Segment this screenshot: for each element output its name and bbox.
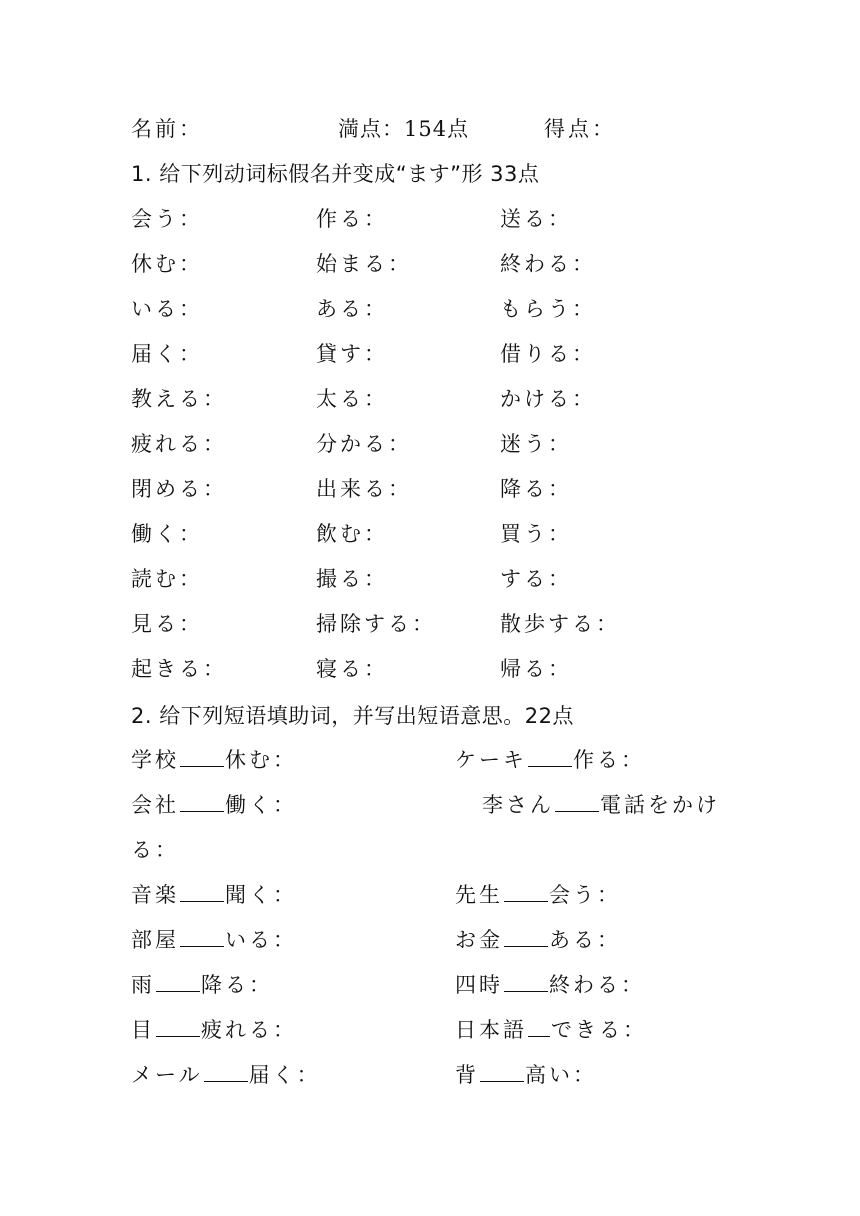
verb-item: もらう： (500, 297, 596, 321)
full-score: 満点：154点 (338, 117, 470, 141)
phrase-item: ケーキ 作る： (455, 748, 645, 772)
verb-item: 始まる： (316, 252, 412, 276)
verb-item: 作る： (316, 207, 388, 231)
phrase-item: 部屋 いる： (131, 928, 297, 952)
verb-item: ある： (316, 297, 388, 321)
verb-item: 太る： (316, 387, 388, 411)
verb-item: 寝る： (316, 657, 388, 681)
section2-title: 2. 给下列短语填助词，并写出短语意思。22点 (131, 704, 574, 728)
section1-title: 1. 给下列动词标假名并变成“ます”形 33点 (131, 162, 540, 186)
verb-item: 届く： (131, 342, 203, 366)
verb-item: 掃除する： (316, 612, 436, 636)
phrase-item: 先生 会う： (455, 883, 621, 907)
answer-blank[interactable] (180, 900, 224, 902)
verb-item: いる： (131, 297, 203, 321)
verb-item: 出来る： (316, 477, 412, 501)
verb-item: 閉める： (131, 477, 227, 501)
verb-item: 降る： (500, 477, 572, 501)
verb-item: 読む： (131, 567, 203, 591)
verb-item: 買う： (500, 522, 572, 546)
verb-item: 送る： (500, 207, 572, 231)
answer-blank[interactable] (504, 900, 548, 902)
phrase-item: 会社 働く： (131, 793, 297, 817)
verb-item: する： (500, 567, 572, 591)
verb-item: 働く： (131, 522, 203, 546)
verb-item: 帰る： (500, 657, 572, 681)
verb-item: かける： (500, 387, 596, 411)
phrase-item: 四時 終わる： (455, 973, 645, 997)
answer-blank[interactable] (480, 1080, 524, 1082)
phrase-item: 李さん 電話をかけ (482, 793, 720, 817)
answer-blank[interactable] (180, 765, 224, 767)
verb-item: 教える： (131, 387, 227, 411)
verb-item: 会う： (131, 207, 203, 231)
answer-blank[interactable] (156, 990, 200, 992)
answer-blank[interactable] (528, 1035, 550, 1037)
name-label: 名前： (131, 117, 203, 141)
verb-item: 起きる： (131, 657, 227, 681)
answer-blank[interactable] (180, 945, 224, 947)
phrase-item: 雨 降る： (131, 973, 273, 997)
verb-item: 見る： (131, 612, 203, 636)
verb-item: 借りる： (500, 342, 596, 366)
answer-blank[interactable] (555, 810, 599, 812)
verb-item: 撮る： (316, 567, 388, 591)
phrase-item: お金 ある： (455, 928, 621, 952)
verb-item: 疲れる： (131, 432, 227, 456)
phrase-item: 目 疲れる： (131, 1018, 297, 1042)
phrase-item-continuation: る： (131, 838, 179, 862)
verb-item: 飲む： (316, 522, 388, 546)
verb-item: 終わる： (500, 252, 596, 276)
verb-item: 貸す： (316, 342, 388, 366)
answer-blank[interactable] (156, 1035, 200, 1037)
phrase-item: 音楽 聞く： (131, 883, 297, 907)
score-label: 得点： (544, 117, 616, 141)
phrase-item: 日本語 できる： (455, 1018, 647, 1042)
verb-item: 散歩する： (500, 612, 620, 636)
verb-item: 休む： (131, 252, 203, 276)
verb-item: 迷う： (500, 432, 572, 456)
phrase-item: メール 届く： (131, 1063, 321, 1087)
answer-blank[interactable] (204, 1080, 248, 1082)
answer-blank[interactable] (504, 945, 548, 947)
verb-item: 分かる： (316, 432, 412, 456)
answer-blank[interactable] (180, 810, 224, 812)
answer-blank[interactable] (504, 990, 548, 992)
phrase-item: 学校 休む： (131, 748, 297, 772)
answer-blank[interactable] (528, 765, 572, 767)
phrase-item: 背 高い： (455, 1063, 597, 1087)
